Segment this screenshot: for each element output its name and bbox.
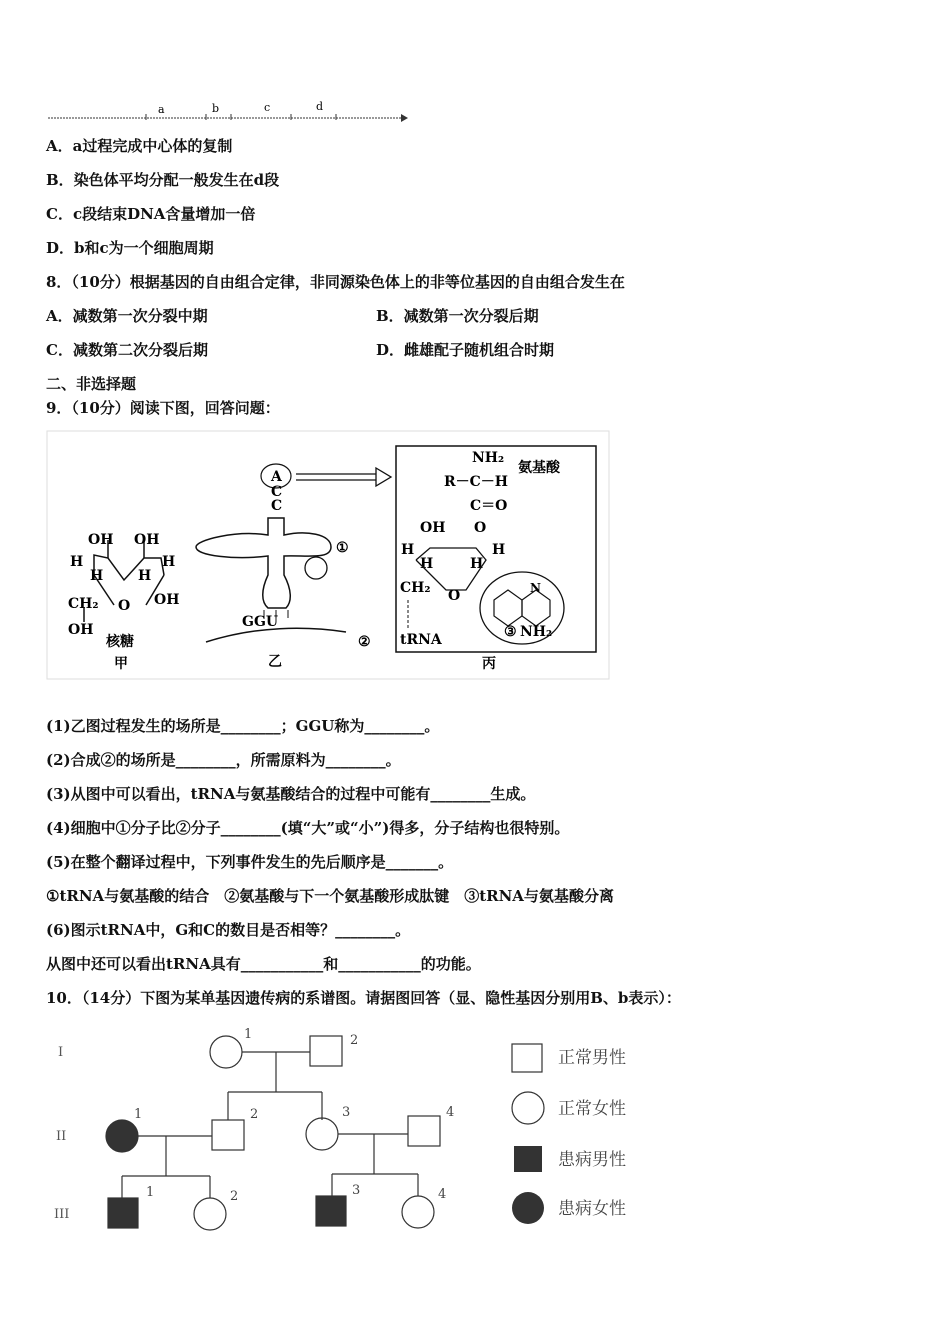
timeline-label-b: b <box>212 102 220 115</box>
pedigree-iii-2: 2 <box>230 1189 239 1204</box>
legend-affected-male: 患病男性 <box>558 1150 626 1170</box>
trna-label-1: ① <box>336 540 349 556</box>
timeline-label-a: a <box>158 103 165 116</box>
pedigree-iii-1: 1 <box>146 1185 155 1200</box>
pedigree-legend <box>512 1044 626 1224</box>
ribose-h-1: H <box>70 554 84 570</box>
q9-part-4: (4)细胞中①分子比②分子________(填“大”或“小”)得多，分子结构也很特别。 <box>46 819 570 837</box>
figure-label-bing: 丙 <box>482 656 496 672</box>
ribose-oh-3: OH <box>154 592 180 608</box>
ribose-oh-1: OH <box>88 532 114 548</box>
aminoacyl-trna <box>396 446 596 672</box>
amino-oh: OH <box>420 520 446 536</box>
amino-n: N <box>530 581 541 595</box>
q7-option-a: A．a过程完成中心体的复制 <box>46 137 233 155</box>
q9-part-7: 从图中还可以看出tRNA具有___________和___________的功能。 <box>46 955 481 973</box>
amino-trna: tRNA <box>400 632 442 648</box>
legend-normal-female-icon <box>512 1092 544 1124</box>
legend-normal-male-icon <box>512 1044 542 1072</box>
ribose-oh-4: OH <box>68 622 94 638</box>
amino-o: O <box>474 520 487 536</box>
legend-normal-female: 正常女性 <box>558 1099 626 1119</box>
generation-ii: II <box>56 1129 67 1144</box>
pedigree-i-2: 2 <box>350 1033 359 1048</box>
pedigree-ii-1: 1 <box>134 1107 143 1122</box>
amino-o2: O <box>448 588 461 604</box>
cell-cycle-timeline <box>46 98 416 128</box>
trna-cloverleaf <box>196 464 391 670</box>
legend-affected-female: 患病女性 <box>558 1199 626 1219</box>
ribose-name: 核糖 <box>106 634 134 650</box>
amino-h-4: H <box>492 542 506 558</box>
q9-figure <box>46 430 611 680</box>
pedigree-ii-3: 3 <box>342 1105 351 1120</box>
q9-stem: 9．（10分）阅读下图，回答问题： <box>46 399 280 417</box>
legend-normal-male: 正常男性 <box>558 1048 626 1068</box>
trna-label-2: ② <box>358 634 371 650</box>
timeline-label-c: c <box>264 101 271 114</box>
ribose-structure <box>68 532 179 672</box>
q7-option-c: C．c段结束DNA含量增加一倍 <box>46 205 256 223</box>
amino-ch2: CH₂ <box>400 580 431 596</box>
amino-h-3: H <box>470 556 484 572</box>
amino-label-3: ③ <box>504 624 517 640</box>
ribose-h-2: H <box>90 568 104 584</box>
q8-option-b: B．减数第一次分裂后期 <box>376 307 539 325</box>
pedigree-ii-4: 4 <box>446 1105 455 1120</box>
pedigree-iii-4: 4 <box>438 1187 447 1202</box>
legend-affected-female-icon <box>512 1192 544 1224</box>
ribose-h-4: H <box>162 554 176 570</box>
trna-c-2: C <box>271 498 283 514</box>
q9-part-5: (5)在整个翻译过程中，下列事件发生的先后顺序是_______。 <box>46 853 454 871</box>
q9-part-6: (6)图示tRNA中，G和C的数目是否相等？________。 <box>46 921 411 939</box>
amino-h-1: H <box>401 542 415 558</box>
generation-iii: III <box>54 1207 70 1222</box>
q8-stem: 8．（10分）根据基因的自由组合定律，非同源染色体上的非等位基因的自由组合发生在 <box>46 273 625 291</box>
q7-option-b: B．染色体平均分配一般发生在d段 <box>46 171 280 189</box>
q8-option-a: A．减数第一次分裂中期 <box>46 307 208 325</box>
ribose-o: O <box>118 598 131 614</box>
amino-rch: R－C－H <box>444 474 509 490</box>
timeline-label-d: d <box>316 100 324 113</box>
amino-h-2: H <box>420 556 434 572</box>
legend-affected-male-icon <box>514 1146 542 1172</box>
trna-anticodon: GGU <box>242 614 279 630</box>
amino-nh2-b: NH₂ <box>520 624 553 640</box>
q7-option-d: D．b和c为一个细胞周期 <box>46 239 214 257</box>
q8-option-d: D．雌雄配子随机组合时期 <box>376 341 555 359</box>
q9-part-2: (2)合成②的场所是________，所需原料为________。 <box>46 751 401 769</box>
trna-c-1: C <box>271 484 283 500</box>
pedigree-iii-3: 3 <box>352 1183 361 1198</box>
pedigree-i-1: 1 <box>244 1027 253 1042</box>
amino-nh2: NH₂ <box>472 450 505 466</box>
figure-label-yi: 乙 <box>268 654 282 670</box>
pedigree-chart <box>46 1018 666 1248</box>
ribose-h-3: H <box>138 568 152 584</box>
q10-stem: 10．（14分）下图为某单基因遗传病的系谱图。请据图回答（显、隐性基因分别用B、b表示）： <box>46 989 681 1007</box>
amino-co: C＝O <box>470 498 508 514</box>
q9-part-3: (3)从图中可以看出，tRNA与氨基酸结合的过程中可能有________生成。 <box>46 785 536 803</box>
figure-label-jia: 甲 <box>114 656 128 672</box>
ribose-oh-2: OH <box>134 532 160 548</box>
trna-a: A <box>271 469 282 485</box>
amino-amino-acid: 氨基酸 <box>518 460 560 476</box>
pedigree-ii-2: 2 <box>250 1107 259 1122</box>
q8-option-c: C．减数第二次分裂后期 <box>46 341 208 359</box>
q9-part-5-options: ①tRNA与氨基酸的结合 ②氨基酸与下一个氨基酸形成肽键 ③tRNA与氨基酸分离 <box>46 887 614 905</box>
generation-i: I <box>58 1045 64 1060</box>
section-title: 二、非选择题 <box>46 375 137 393</box>
ribose-ch2: CH₂ <box>68 596 99 612</box>
q9-part-1: (1)乙图过程发生的场所是________；GGU称为________。 <box>46 717 440 735</box>
